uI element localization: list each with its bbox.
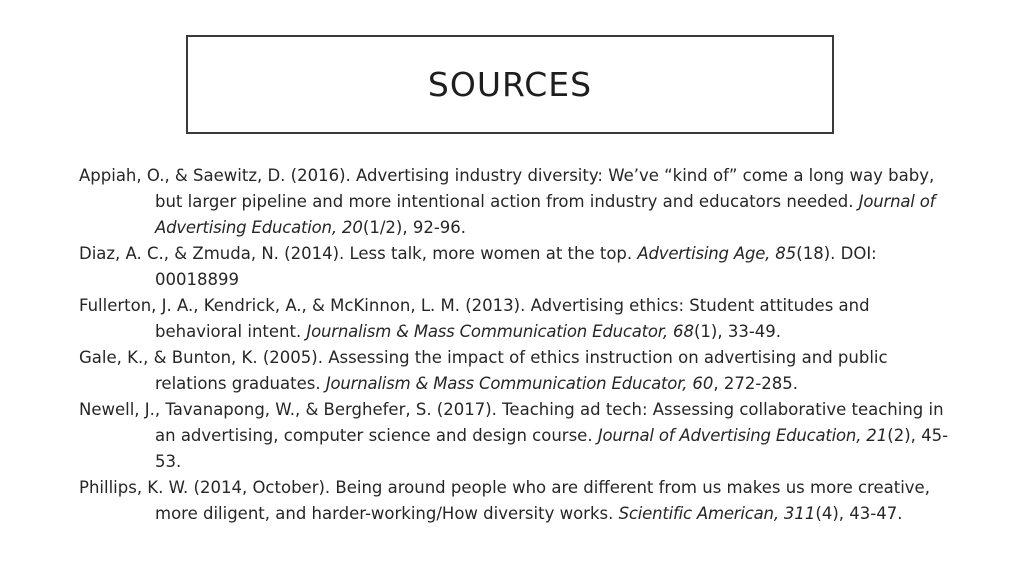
reference-volume: 60 xyxy=(692,374,714,393)
reference-text: Newell, J., Tavanapong, W., & Berghefer, S. (2017). Teaching ad tech: Assessing collaborative teaching in an advertising, computer science and design course. xyxy=(79,400,944,445)
title-box xyxy=(186,35,834,134)
reference-appiah xyxy=(79,163,959,241)
reference-text: Diaz, A. C., & Zmuda, N. (2014). Less talk, more women at the top. xyxy=(79,244,638,263)
slide-title: SOURCES xyxy=(427,65,593,104)
reference-volume: 20 xyxy=(341,218,363,237)
reference-pages: (2), 45-53. xyxy=(155,426,949,471)
reference-gale xyxy=(79,345,959,397)
reference-journal: Journalism & Mass Communication Educator, xyxy=(306,322,673,341)
reference-pages: (18). DOI: 00018899 xyxy=(155,244,877,289)
reference-pages: , 272-285. xyxy=(713,374,799,393)
reference-volume: 311 xyxy=(783,504,816,523)
reference-text: Phillips, K. W. (2014, October). Being around people who are different from us makes us more creative, more diligent, and harder-working/How diversity works. xyxy=(79,478,930,523)
reference-text: Appiah, O., & Saewitz, D. (2016). Advertising industry diversity: We’ve “kind of” come a long way baby, but larger pipeline and more intentional action from industry and educators needed. xyxy=(79,166,935,211)
reference-volume: 68 xyxy=(672,322,694,341)
reference-phillips xyxy=(79,475,959,527)
reference-text: Gale, K., & Bunton, K. (2005). Assessing the impact of ethics instruction on advertising and public relations graduates. xyxy=(79,348,888,393)
reference-newell xyxy=(79,397,959,475)
reference-volume: 85 xyxy=(775,244,797,263)
reference-diaz xyxy=(79,241,959,293)
reference-pages: (1/2), 92-96. xyxy=(362,218,467,237)
reference-pages: (4), 43-47. xyxy=(815,504,903,523)
reference-pages: (1), 33-49. xyxy=(693,322,782,341)
reference-fullerton xyxy=(79,293,959,345)
references-list xyxy=(79,163,959,527)
reference-journal: Journalism & Mass Communication Educator, xyxy=(325,374,693,393)
reference-journal: Journal of Advertising Education, xyxy=(597,426,867,445)
reference-journal: Scientific American, xyxy=(618,504,784,523)
reference-text: Fullerton, J. A., Kendrick, A., & McKinnon, L. M. (2013). Advertising ethics: Student attitudes and behavioral intent. xyxy=(79,296,870,341)
reference-journal: Journal of Advertising Education, xyxy=(155,192,936,237)
reference-journal: Advertising Age, xyxy=(637,244,776,263)
reference-volume: 21 xyxy=(866,426,888,445)
